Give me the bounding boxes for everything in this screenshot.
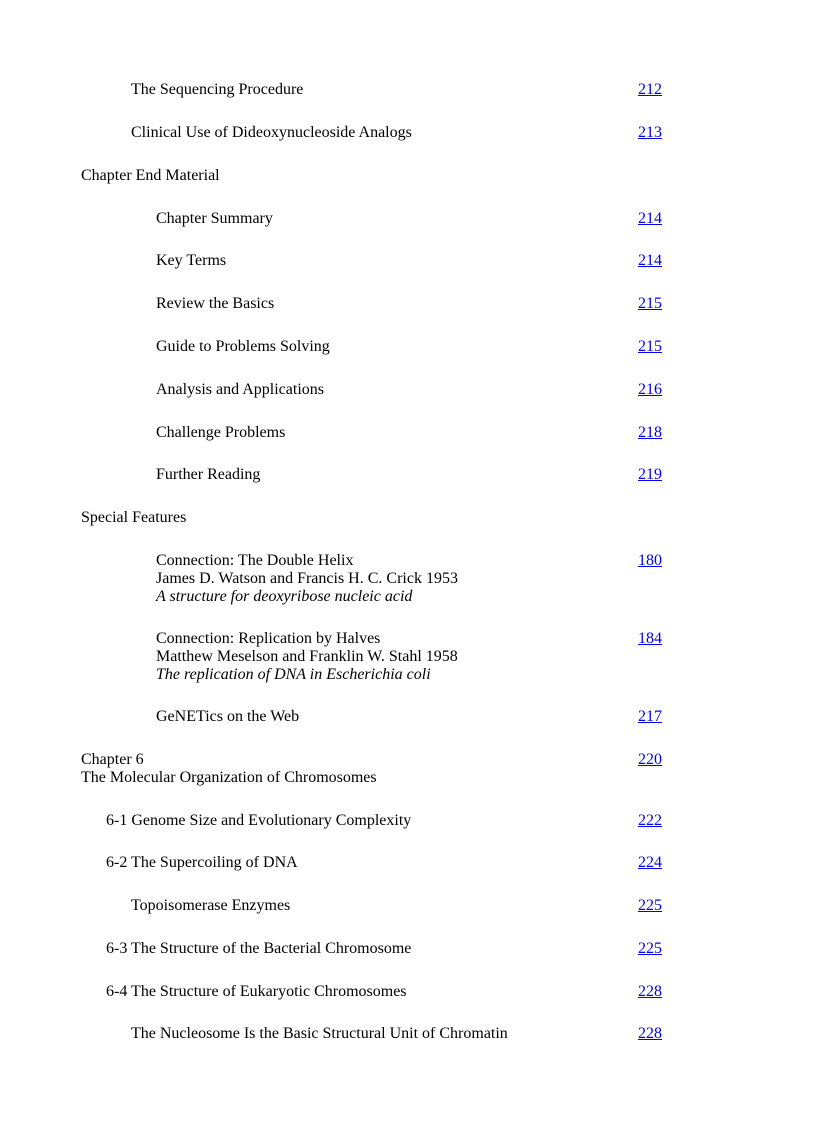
page-number-link[interactable]: 215 — [638, 338, 662, 355]
toc-entry-title — [156, 252, 226, 270]
toc-entry-title — [131, 897, 290, 915]
page-number-link[interactable]: 215 — [638, 295, 662, 312]
toc-entry-title — [131, 124, 412, 142]
toc-entry-title — [106, 983, 407, 1001]
page-number-link[interactable]: 214 — [638, 210, 662, 227]
section-heading-line: Special Features — [81, 509, 187, 526]
page-number-link[interactable]: 216 — [638, 381, 662, 398]
chapter-number-line: Chapter 6 — [81, 751, 144, 768]
page-number-link[interactable]: 225 — [638, 897, 662, 914]
toc-entry-title — [131, 81, 303, 99]
toc-entry-title-line: Review the Basics — [156, 295, 275, 312]
page-number-link[interactable]: 224 — [638, 854, 662, 871]
toc-entry-title — [106, 940, 411, 958]
toc-entry-title — [156, 338, 330, 356]
page-number-link[interactable]: 218 — [638, 424, 662, 441]
page-number-link[interactable]: 228 — [638, 1025, 662, 1042]
toc-entry-title — [156, 466, 260, 484]
chapter-heading-title — [81, 751, 377, 787]
chapter-title-line: The Molecular Organization of Chromosomes — [81, 769, 377, 786]
toc-entry-title-line: GeNETics on the Web — [156, 708, 300, 725]
page-number-link[interactable]: 217 — [638, 708, 662, 725]
toc-entry-title — [106, 812, 411, 830]
toc-entry-title-line: Chapter Summary — [156, 210, 273, 227]
page-number-link[interactable]: 222 — [638, 812, 662, 829]
toc-entry-title-line: The Nucleosome Is the Basic Structural Unit of Chromatin — [131, 1025, 508, 1042]
page-number-link[interactable]: 213 — [638, 124, 662, 141]
page-number-link[interactable]: 228 — [638, 983, 662, 1000]
toc-entry-title — [106, 854, 298, 872]
toc-entry-title-line: 6-1 Genome Size and Evolutionary Complexity — [106, 812, 412, 829]
toc-entry-authors-line: James D. Watson and Francis H. C. Crick 1953 — [156, 570, 458, 587]
toc-entry-title-line: 6-2 The Supercoiling of DNA — [106, 854, 298, 871]
page-number-link[interactable]: 180 — [638, 552, 662, 569]
toc-entry-title-line: Connection: Replication by Halves — [156, 630, 381, 647]
page-number-link[interactable]: 212 — [638, 81, 662, 98]
toc-entry-title — [156, 630, 458, 684]
toc-entry-title-line: Challenge Problems — [156, 424, 286, 441]
page-number-link[interactable]: 225 — [638, 940, 662, 957]
toc-entry-paper-title-line: The replication of DNA in Escherichia coli — [156, 666, 431, 683]
toc-entry-title-line: 6-4 The Structure of Eukaryotic Chromosomes — [106, 983, 407, 1000]
page-number-link[interactable]: 214 — [638, 252, 662, 269]
toc-entry-title — [156, 210, 273, 228]
toc-entry-title — [156, 295, 274, 313]
toc-entry-title-line: Guide to Problems Solving — [156, 338, 330, 355]
section-heading-title — [81, 167, 220, 185]
section-heading-line: Chapter End Material — [81, 167, 220, 184]
toc-entry-title-line: Analysis and Applications — [156, 381, 324, 398]
page-number-link[interactable]: 219 — [638, 466, 662, 483]
toc-entry-title — [156, 552, 458, 606]
toc-entry-title-line: The Sequencing Procedure — [131, 81, 304, 98]
toc-entry-title-line: Clinical Use of Dideoxynucleoside Analogs — [131, 124, 412, 141]
toc-entry-title-line: 6-3 The Structure of the Bacterial Chromosome — [106, 940, 412, 957]
toc-entry-paper-title-line: A structure for deoxyribose nucleic acid — [156, 588, 413, 605]
toc-entry-authors-line: Matthew Meselson and Franklin W. Stahl 1958 — [156, 648, 458, 665]
toc-entry-title — [131, 1025, 508, 1043]
toc-entry-title-line: Key Terms — [156, 252, 227, 269]
section-heading-title — [81, 509, 186, 527]
toc-entry-title-line: Topoisomerase Enzymes — [131, 897, 291, 914]
toc-entry-title-line: Further Reading — [156, 466, 261, 483]
toc-entry-title — [156, 424, 285, 442]
toc-entry-title — [156, 381, 324, 399]
page-number-link[interactable]: 184 — [638, 630, 662, 647]
page-number-link[interactable]: 220 — [638, 751, 662, 768]
toc-entry-title — [156, 708, 299, 726]
toc-entry-title-line: Connection: The Double Helix — [156, 552, 354, 569]
